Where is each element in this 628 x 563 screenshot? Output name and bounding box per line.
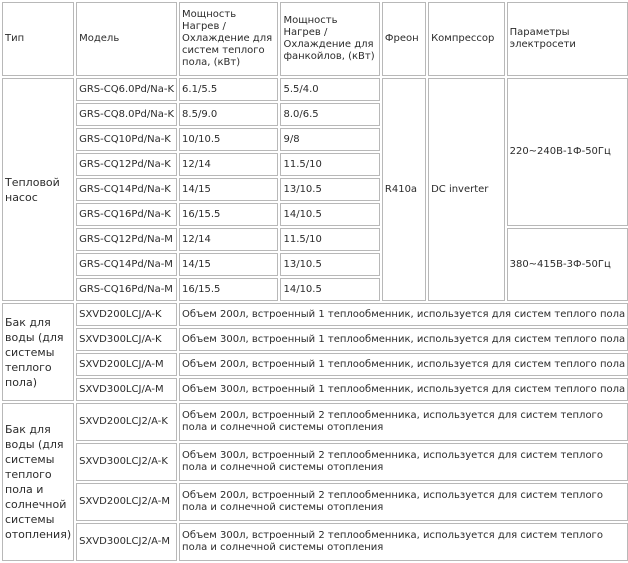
description-cell: Объем 200л, встроенный 1 теплообменник, используется для систем теплого пола (179, 353, 628, 376)
model-cell: SXVD200LCJ/A-M (76, 353, 177, 376)
floor-power-cell: 14/15 (179, 253, 278, 276)
model-cell: GRS-CQ14Pd/Na-M (76, 253, 177, 276)
model-cell: SXVD200LCJ/A-K (76, 303, 177, 326)
model-cell: GRS-CQ16Pd/Na-M (76, 278, 177, 301)
fan-power-cell: 5.5/4.0 (280, 78, 379, 101)
floor-power-cell: 16/15.5 (179, 203, 278, 226)
description-cell: Объем 300л, встроенный 1 теплообменник, используется для систем теплого пола (179, 328, 628, 351)
table-row (2, 483, 628, 521)
header-row (2, 2, 628, 76)
model-cell: GRS-CQ10Pd/Na-K (76, 128, 177, 151)
fan-power-cell: 13/10.5 (280, 253, 379, 276)
model-cell: SXVD200LCJ2/A-K (76, 403, 177, 441)
table-row (2, 403, 628, 441)
header-type: Тип (2, 2, 74, 76)
type-heat-pump: Тепловой насос (2, 78, 74, 301)
floor-power-cell: 10/10.5 (179, 128, 278, 151)
freon-cell: R410a (382, 78, 426, 301)
header-freon: Фреон (382, 2, 426, 76)
table-row (2, 523, 628, 561)
model-cell: SXVD300LCJ2/A-K (76, 443, 177, 481)
table-row (2, 443, 628, 481)
header-model: Модель (76, 2, 177, 76)
description-cell: Объем 200л, встроенный 2 теплообменника, используется для систем теплого пола и солнечной системы отопления (179, 403, 628, 441)
floor-power-cell: 6.1/5.5 (179, 78, 278, 101)
model-cell: SXVD200LCJ2/A-M (76, 483, 177, 521)
table-row (2, 78, 628, 101)
table-row (2, 228, 628, 251)
fan-power-cell: 9/8 (280, 128, 379, 151)
compressor-cell: DC inverter (428, 78, 505, 301)
grid-k-cell: 220~240В-1Ф-50Гц (507, 78, 628, 226)
model-cell: SXVD300LCJ/A-K (76, 328, 177, 351)
description-cell: Объем 300л, встроенный 2 теплообменника, используется для систем теплого пола и солнечной системы отопления (179, 443, 628, 481)
header-power-fan: Мощность Нагрев / Охлаждение для фанкойлов, (кВт) (280, 2, 379, 76)
model-cell: GRS-CQ14Pd/Na-K (76, 178, 177, 201)
type-tank-floor: Бак для воды (для системы теплого пола) (2, 303, 74, 401)
model-cell: SXVD300LCJ/A-M (76, 378, 177, 401)
description-cell: Объем 200л, встроенный 1 теплообменник, используется для систем теплого пола (179, 303, 628, 326)
table-row (2, 328, 628, 351)
fan-power-cell: 11.5/10 (280, 153, 379, 176)
model-cell: GRS-CQ12Pd/Na-M (76, 228, 177, 251)
table-row (2, 378, 628, 401)
grid-m-cell: 380~415В-3Ф-50Гц (507, 228, 628, 301)
fan-power-cell: 14/10.5 (280, 278, 379, 301)
fan-power-cell: 14/10.5 (280, 203, 379, 226)
model-cell: SXVD300LCJ2/A-M (76, 523, 177, 561)
model-cell: GRS-CQ12Pd/Na-K (76, 153, 177, 176)
description-cell: Объем 200л, встроенный 2 теплообменника, используется для систем теплого пола и солнечной системы отопления (179, 483, 628, 521)
table-row (2, 353, 628, 376)
model-cell: GRS-CQ6.0Pd/Na-K (76, 78, 177, 101)
model-cell: GRS-CQ8.0Pd/Na-K (76, 103, 177, 126)
header-power-floor: Мощность Нагрев / Охлаждение для систем теплого пола, (кВт) (179, 2, 278, 76)
model-cell: GRS-CQ16Pd/Na-K (76, 203, 177, 226)
floor-power-cell: 12/14 (179, 153, 278, 176)
fan-power-cell: 11.5/10 (280, 228, 379, 251)
type-tank-solar: Бак для воды (для системы теплого пола и солнечной системы отопления) (2, 403, 74, 561)
table-row (2, 303, 628, 326)
floor-power-cell: 14/15 (179, 178, 278, 201)
header-grid: Параметры электросети (507, 2, 628, 76)
description-cell: Объем 300л, встроенный 1 теплообменник, используется для систем теплого пола (179, 378, 628, 401)
floor-power-cell: 16/15.5 (179, 278, 278, 301)
floor-power-cell: 12/14 (179, 228, 278, 251)
floor-power-cell: 8.5/9.0 (179, 103, 278, 126)
fan-power-cell: 13/10.5 (280, 178, 379, 201)
header-compressor: Компрессор (428, 2, 505, 76)
description-cell: Объем 300л, встроенный 2 теплообменника, используется для систем теплого пола и солнечной системы отопления (179, 523, 628, 561)
fan-power-cell: 8.0/6.5 (280, 103, 379, 126)
